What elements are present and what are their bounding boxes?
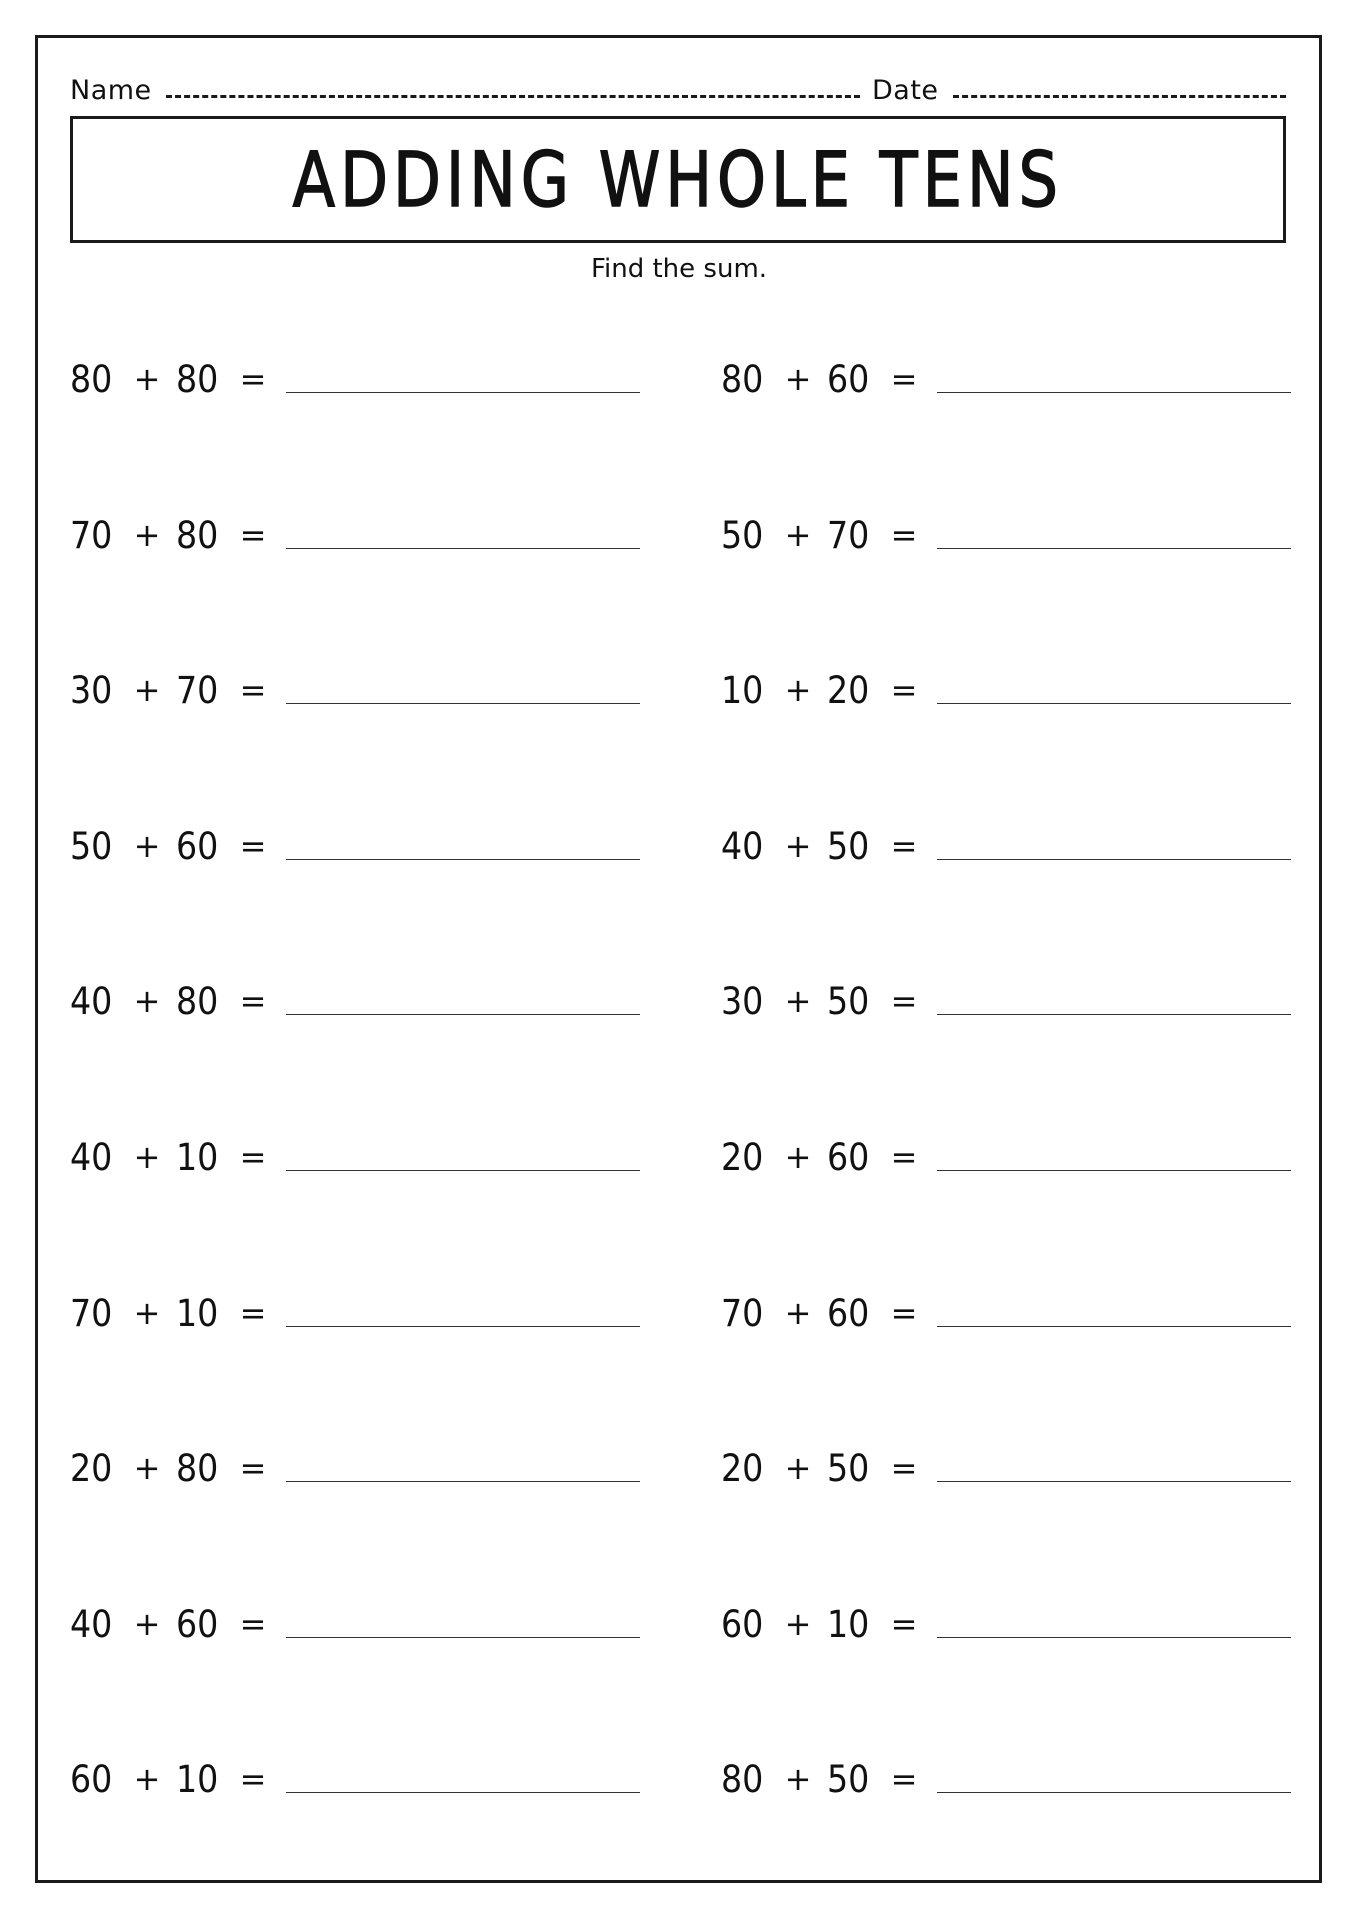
plus-sign: + [133,827,161,865]
problem-row [70,1749,640,1809]
problem-row [70,660,640,720]
addend-2: 10 [827,1602,870,1646]
addend-2: 50 [827,979,870,1023]
addend-1: 40 [70,1135,113,1179]
answer-blank[interactable] [286,1455,640,1482]
plus-sign: + [133,982,161,1020]
addend-1: 70 [70,1291,113,1335]
addend-2: 20 [827,668,870,712]
plus-sign: + [784,671,812,709]
problem-row [70,1438,640,1498]
answer-blank[interactable] [937,366,1291,393]
addend-1: 40 [70,1602,113,1646]
name-field[interactable] [70,66,860,106]
addend-1: 60 [70,1757,113,1801]
equals-sign: = [890,982,918,1020]
addend-1: 40 [70,979,113,1023]
problem-row [70,1283,640,1343]
addend-1: 80 [721,357,764,401]
addend-2: 60 [827,1135,870,1179]
plus-sign: + [133,1138,161,1176]
addend-1: 70 [721,1291,764,1335]
equals-sign: = [890,671,918,709]
equals-sign: = [239,1760,267,1798]
answer-blank[interactable] [937,1455,1291,1482]
answer-blank[interactable] [286,366,640,393]
answer-blank[interactable] [937,1300,1291,1327]
plus-sign: + [133,360,161,398]
equals-sign: = [239,1449,267,1487]
equals-sign: = [239,982,267,1020]
answer-blank[interactable] [286,988,640,1015]
plus-sign: + [784,516,812,554]
equals-sign: = [239,1294,267,1332]
addend-2: 80 [176,1446,219,1490]
instruction-text: Find the sum. [590,254,768,284]
addend-2: 50 [827,824,870,868]
answer-blank[interactable] [286,1300,640,1327]
answer-blank[interactable] [937,522,1291,549]
date-blank[interactable] [953,95,1286,98]
addend-2: 80 [176,513,219,557]
problem-row [70,505,640,565]
plus-sign: + [784,1138,812,1176]
answer-blank[interactable] [937,677,1291,704]
plus-sign: + [784,1449,812,1487]
equals-sign: = [239,1138,267,1176]
answer-blank[interactable] [286,1766,640,1793]
plus-sign: + [133,671,161,709]
addend-1: 70 [70,513,113,557]
plus-sign: + [784,1294,812,1332]
problem-row [70,971,640,1031]
addend-2: 60 [176,1602,219,1646]
addend-1: 20 [721,1135,764,1179]
plus-sign: + [784,360,812,398]
addend-2: 80 [176,357,219,401]
equals-sign: = [890,1294,918,1332]
name-blank[interactable] [166,95,860,98]
equals-sign: = [239,1605,267,1643]
equals-sign: = [890,1449,918,1487]
addend-2: 60 [827,1291,870,1335]
plus-sign: + [133,1760,161,1798]
answer-blank[interactable] [286,1144,640,1171]
equals-sign: = [890,360,918,398]
equals-sign: = [890,1138,918,1176]
equals-sign: = [890,827,918,865]
problem-row [70,349,640,409]
answer-blank[interactable] [286,1611,640,1638]
equals-sign: = [239,671,267,709]
answer-blank[interactable] [937,1766,1291,1793]
addend-1: 50 [70,824,113,868]
problem-row [721,1283,1291,1343]
worksheet-title: ADDING WHOLE TENS [292,135,1064,224]
problem-row [721,1127,1291,1187]
addend-2: 70 [827,513,870,557]
addend-1: 10 [721,668,764,712]
equals-sign: = [890,1760,918,1798]
problem-row [721,505,1291,565]
answer-blank[interactable] [937,1611,1291,1638]
equals-sign: = [239,516,267,554]
plus-sign: + [133,1294,161,1332]
answer-blank[interactable] [286,522,640,549]
plus-sign: + [133,1449,161,1487]
addend-2: 60 [176,824,219,868]
answer-blank[interactable] [937,988,1291,1015]
addend-1: 30 [721,979,764,1023]
plus-sign: + [784,1605,812,1643]
plus-sign: + [784,1760,812,1798]
addend-1: 30 [70,668,113,712]
addend-2: 50 [827,1757,870,1801]
addend-1: 80 [721,1757,764,1801]
problem-row [721,660,1291,720]
addend-2: 80 [176,979,219,1023]
addend-2: 10 [176,1135,219,1179]
problem-row [721,349,1291,409]
addend-1: 20 [721,1446,764,1490]
date-label: Date [872,75,939,106]
addend-1: 40 [721,824,764,868]
answer-blank[interactable] [937,833,1291,860]
answer-blank[interactable] [286,833,640,860]
problem-row [721,1594,1291,1654]
problem-row [721,1438,1291,1498]
problem-row [70,1594,640,1654]
title-box [70,116,1286,243]
problem-row [721,971,1291,1031]
addend-2: 10 [176,1291,219,1335]
addend-1: 80 [70,357,113,401]
problem-row [70,816,640,876]
addend-2: 10 [176,1757,219,1801]
equals-sign: = [890,1605,918,1643]
equals-sign: = [239,827,267,865]
plus-sign: + [133,1605,161,1643]
date-field[interactable] [872,66,1286,106]
addend-2: 60 [827,357,870,401]
addend-2: 70 [176,668,219,712]
equals-sign: = [890,516,918,554]
plus-sign: + [784,827,812,865]
answer-blank[interactable] [937,1144,1291,1171]
equals-sign: = [239,360,267,398]
problem-row [721,816,1291,876]
addend-2: 50 [827,1446,870,1490]
plus-sign: + [133,516,161,554]
addend-1: 50 [721,513,764,557]
addend-1: 60 [721,1602,764,1646]
problem-row [721,1749,1291,1809]
name-label: Name [70,75,152,106]
answer-blank[interactable] [286,677,640,704]
plus-sign: + [784,982,812,1020]
addend-1: 20 [70,1446,113,1490]
problem-row [70,1127,640,1187]
